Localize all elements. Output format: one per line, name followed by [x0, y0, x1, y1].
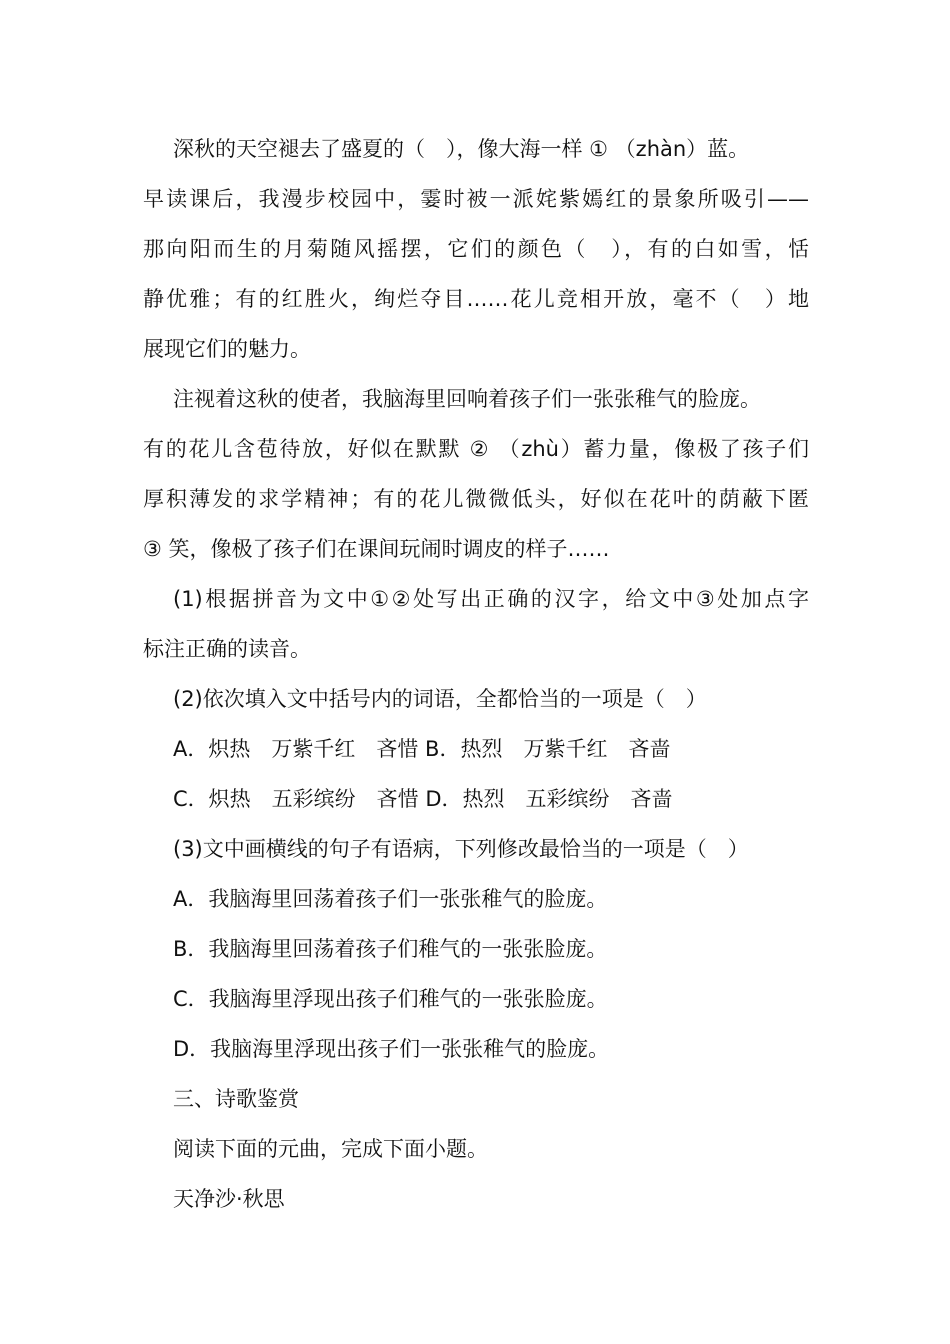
- passage-paragraph-2: [143, 374, 809, 574]
- passage-line: 展现它们的魅力。: [143, 337, 311, 361]
- passage-paragraph-1: [143, 124, 809, 374]
- passage-line: ③ 笑，像极了孩子们在课间玩闹时调皮的样子……: [143, 537, 610, 561]
- question-3-stem: (3)文中画横线的句子有语病，下列修改最恰当的一项是（ ）: [173, 837, 749, 861]
- question-2-options-row: C．炽热 五彩缤纷 吝惜 D．热烈 五彩缤纷 吝啬: [173, 787, 673, 811]
- question-3: [143, 824, 809, 1074]
- section-instruction: 阅读下面的元曲，完成下面小题。: [173, 1137, 488, 1161]
- question-2-options-row: A．炽热 万紫千红 吝惜 B．热烈 万紫千红 吝啬: [173, 737, 671, 761]
- passage-line: 注视着这秋的使者，我脑海里回响着孩子们一张张稚气的脸庞。: [173, 387, 761, 411]
- passage-line: 那向阳而生的月菊随风摇摆，它们的颜色（ ），有的白如雪，恬: [143, 237, 809, 261]
- passage-line: 早读课后，我漫步校园中，霎时被一派姹紫嫣红的景象所吸引——: [143, 187, 809, 211]
- question-2: [143, 674, 809, 824]
- question-1: [143, 574, 809, 674]
- question-3-option-d: D．我脑海里浮现出孩子们一张张稚气的脸庞。: [173, 1037, 610, 1061]
- section-3: [143, 1074, 809, 1224]
- passage-line: 厚积薄发的求学精神；有的花儿微微低头，好似在花叶的荫蔽下匿: [143, 487, 809, 511]
- question-3-option-c: C．我脑海里浮现出孩子们稚气的一张张脸庞。: [173, 987, 608, 1011]
- question-1-line: 标注正确的读音。: [143, 637, 311, 661]
- question-3-option-a: A．我脑海里回荡着孩子们一张张稚气的脸庞。: [173, 887, 608, 911]
- section-heading: 三、诗歌鉴赏: [173, 1087, 299, 1111]
- passage-line: 有的花儿含苞待放，好似在默默 ② （zhù）蓄力量，像极了孩子们: [143, 437, 809, 461]
- passage-line: 深秋的天空褪去了盛夏的（ ），像大海一样 ① （zhàn）蓝。: [173, 137, 750, 161]
- poem-title: 天净沙·秋思: [173, 1187, 285, 1211]
- document-page: [143, 124, 809, 1224]
- question-1-line: (1)根据拼音为文中①②处写出正确的汉字，给文中③处加点字: [173, 587, 809, 611]
- passage-line: 静优雅；有的红胜火，绚烂夺目……花儿竞相开放，毫不（ ）地: [143, 287, 809, 311]
- question-2-stem: (2)依次填入文中括号内的词语，全都恰当的一项是（ ）: [173, 687, 707, 711]
- question-3-option-b: B．我脑海里回荡着孩子们稚气的一张张脸庞。: [173, 937, 608, 961]
